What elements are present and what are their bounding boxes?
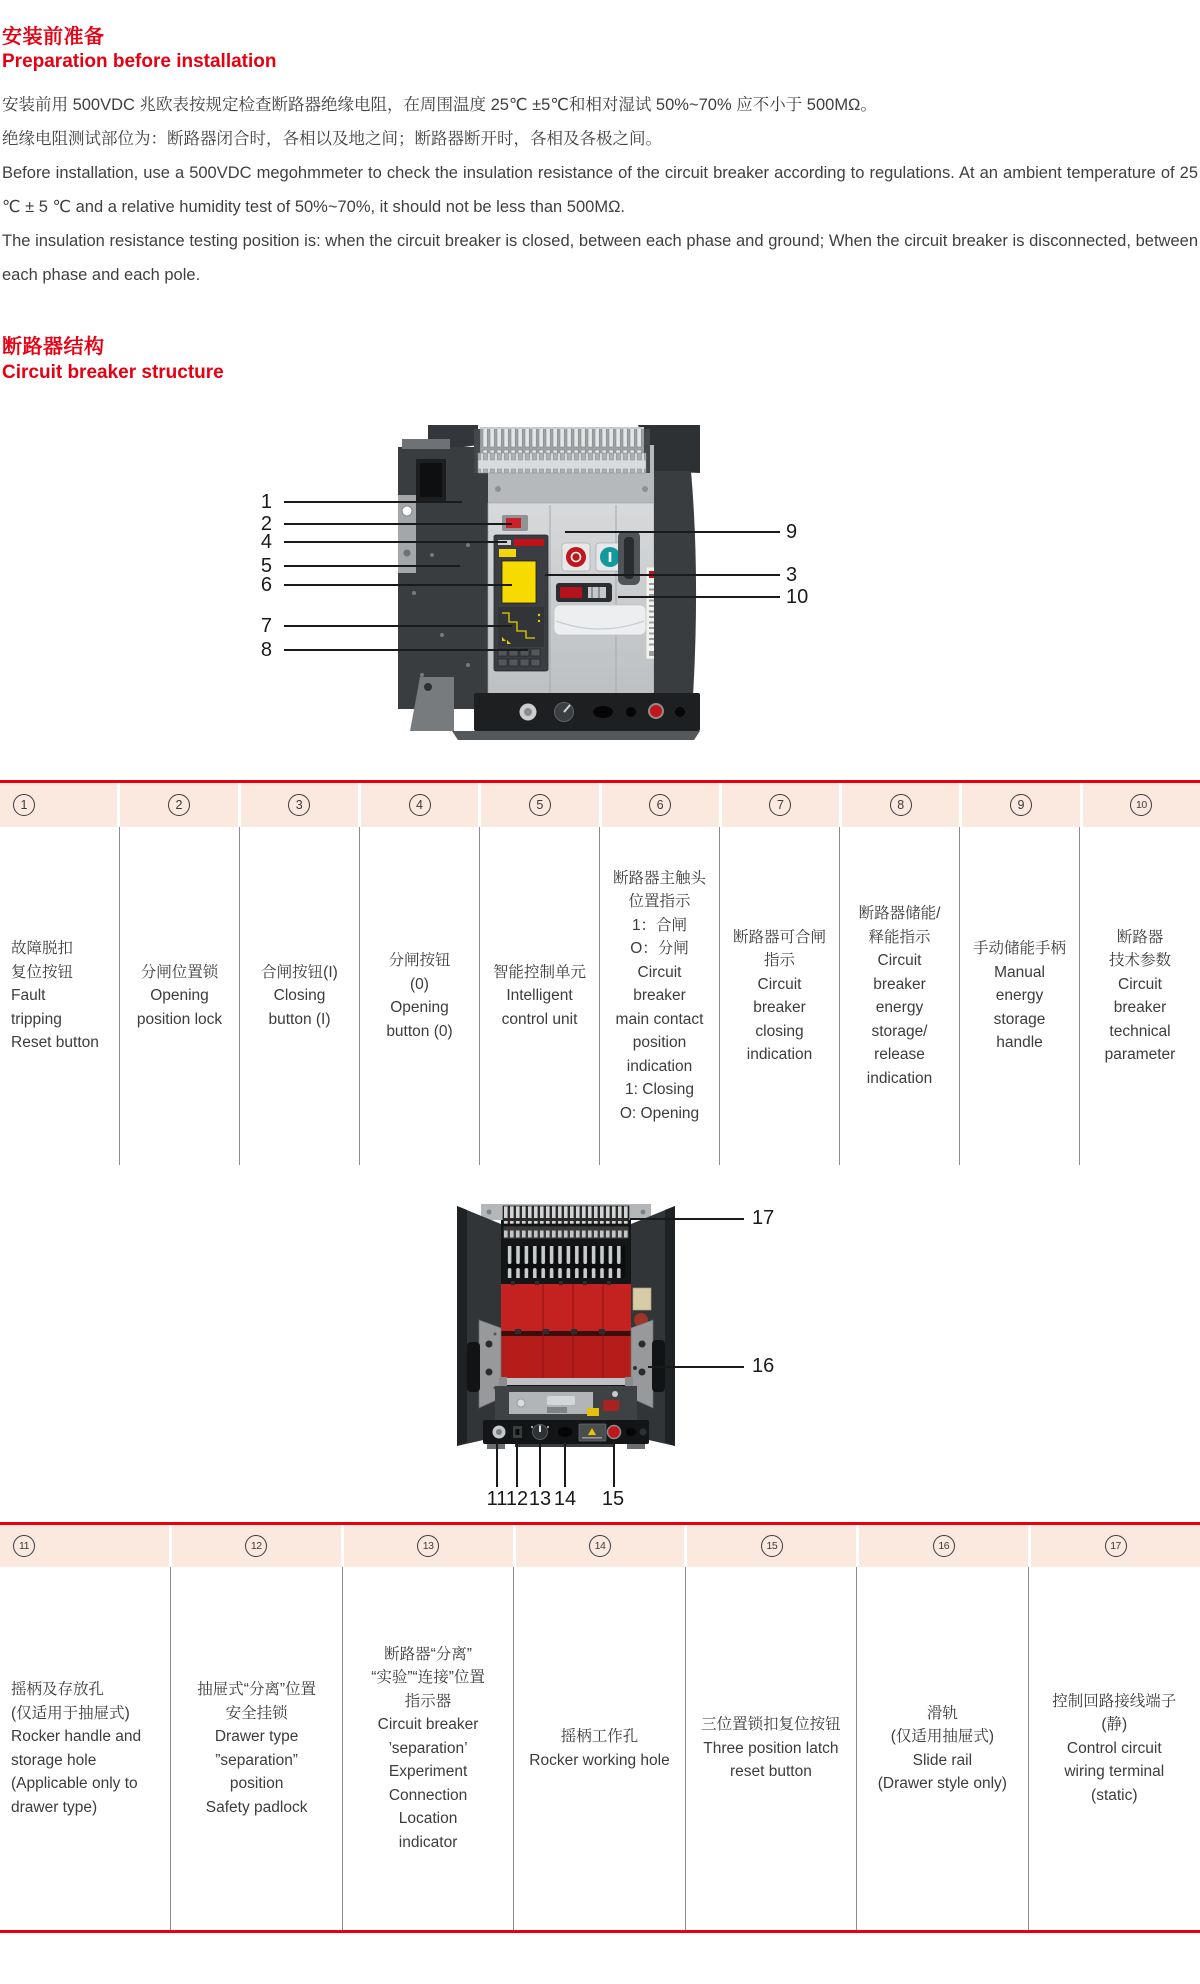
callout-line (516, 1441, 518, 1487)
table1-cell-5: 智能控制单元 Intelligent control unit (480, 827, 600, 1165)
fig1-callout-9: 9 (786, 521, 798, 543)
callout-line (284, 565, 460, 567)
fig1-callout-6: 6 (260, 574, 272, 596)
table1-header-cell-2 (120, 783, 237, 827)
fig2-callout-15: 15 (601, 1488, 625, 1510)
circuit-breaker-front-photo (398, 425, 700, 740)
callout-line (648, 1366, 744, 1368)
fig2-callout-16: 16 (752, 1355, 775, 1377)
table1-cell-7: 断路器可合闸 指示 Circuit breaker closing indication (720, 827, 840, 1165)
circled-number-4: 4 (409, 794, 431, 816)
table2-header-cell-11 (0, 1525, 169, 1567)
callout-line (496, 1441, 498, 1487)
callout-line (284, 523, 512, 525)
table2-cell-13: 断路器“分离” “实验”“连接”位置 指示器 Circuit breaker ’separation’ Experiment Connection Location indicator (343, 1567, 514, 1930)
fig1-callout-1: 1 (260, 491, 272, 513)
table2-header-cell-17 (1031, 1525, 1200, 1567)
fig2-callout-11: 11 (486, 1488, 508, 1510)
table2-bottom-rule (0, 1930, 1200, 1933)
intro-paragraphs (2, 88, 1198, 292)
table1-cell-9: 手动储能手柄 Manual energy storage handle (960, 827, 1080, 1165)
table1-header-cell-9 (962, 783, 1079, 827)
callout-line (613, 1441, 615, 1487)
table1-header-cell-3 (241, 783, 358, 827)
circled-number-3: 3 (288, 794, 310, 816)
circled-number-16: 16 (933, 1535, 955, 1557)
paragraph-en-2: The insulation resistance testing position is: when the circuit breaker is closed, between each phase and ground; When the circuit breaker is disconnected, between each phase and each pole. (2, 232, 1198, 284)
table2-header-cell-16 (859, 1525, 1028, 1567)
section2-title-zh: 断路器结构 (2, 336, 105, 358)
circled-number-14: 14 (589, 1535, 611, 1557)
fig1-callout-4: 4 (260, 531, 272, 553)
table2-cell-12: 抽屉式“分离”位置 安全挂锁 Drawer type ”separation” position Safety padlock (171, 1567, 342, 1930)
circled-number-2: 2 (168, 794, 190, 816)
paragraph-zh-1: 安装前用 500VDC 兆欧表按规定检查断路器绝缘电阻，在周围温度 25℃ ±5℃和相对湿试 50%~70% 应不小于 500MΩ。 (2, 96, 877, 114)
fig1-callout-8: 8 (260, 639, 272, 661)
fig1-callout-3: 3 (786, 564, 798, 586)
callout-line (545, 574, 780, 576)
fig2-callout-17: 17 (752, 1207, 775, 1229)
callout-line (284, 541, 507, 543)
fig2-callout-14: 14 (553, 1488, 577, 1510)
table2-cell-15: 三位置锁扣复位按钮 Three position latch reset button (686, 1567, 857, 1930)
table1-header-cell-1 (0, 783, 117, 827)
table2-header-cell-15 (687, 1525, 856, 1567)
table1-cell-2: 分闸位置锁 Opening position lock (120, 827, 240, 1165)
table2-cell-11: 摇柄及存放孔 (仅适用于抽屉式) Rocker handle and storage hole (Applicable only to drawer type) (0, 1567, 171, 1930)
section2-title-en: Circuit breaker structure (2, 362, 224, 383)
table1-header-cell-10 (1083, 783, 1200, 827)
fig2-callout-12: 12 (505, 1488, 529, 1510)
paragraph-zh-2: 绝缘电阻测试部位为：断路器闭合时，各相以及地之间；断路器断开时，各相及各极之间。 (2, 130, 662, 148)
circled-number-1: 1 (13, 794, 35, 816)
section1-title-zh: 安装前准备 (2, 26, 105, 48)
circled-number-7: 7 (769, 794, 791, 816)
circled-number-11: 11 (13, 1535, 35, 1557)
circled-number-12: 12 (245, 1535, 267, 1557)
table2-cell-17: 控制回路接线端子 (静) Control circuit wiring terminal (static) (1052, 1692, 1177, 1804)
table1-cell-4: 分闸按钮 (0) Opening button (0) (360, 827, 480, 1165)
callout-line (284, 584, 512, 586)
table2-cell-14: 摇柄工作孔 Rocker working hole (514, 1567, 685, 1930)
callout-line (565, 531, 780, 533)
fig2-callout-13: 13 (528, 1488, 552, 1510)
callout-line (284, 625, 512, 627)
table2-cell-16: 滑轨 (仅适用抽屉式) Slide rail (Drawer style only) (857, 1567, 1028, 1930)
circled-number-15: 15 (761, 1535, 783, 1557)
circled-number-5: 5 (529, 794, 551, 816)
circled-number-8: 8 (890, 794, 912, 816)
paragraph-en-1: Before installation, use a 500VDC megohmmeter to check the insulation resistance of the circuit breaker according to regulations. At an ambient temperature of 25 ℃ ± 5 ℃ and a relative humidity test of 50%~70%, it should not be less than 500MΩ. (2, 164, 1198, 216)
circled-number-17: 17 (1105, 1535, 1127, 1557)
table1-header (0, 783, 1200, 827)
fig1-callout-5: 5 (260, 555, 272, 577)
circled-number-10: 10 (1130, 794, 1152, 816)
table1-cell-8: 断路器储能/ 释能指示 Circuit breaker energy storage/ release indication (840, 827, 960, 1165)
table1-header-cell-4 (361, 783, 478, 827)
table1-cell-1: 故障脱扣 复位按钮 Fault tripping Reset button (0, 827, 120, 1165)
table1-header-cell-8 (842, 783, 959, 827)
circled-number-9: 9 (1010, 794, 1032, 816)
table1-cell-3: 合闸按钮(I) Closing button (I) (240, 827, 360, 1165)
callout-line (539, 1441, 541, 1487)
table2-header (0, 1525, 1200, 1567)
table2-header-cell-12 (172, 1525, 341, 1567)
fig1-callout-7: 7 (260, 615, 272, 637)
fig1-callout-2: 2 (260, 513, 272, 535)
callout-line (284, 649, 528, 651)
callout-line (284, 501, 462, 503)
table1-cell-6: 断路器主触头 位置指示 1：合闸 O：分闸 Circuit breaker main contact position indication 1: Closing O: Opening (600, 827, 720, 1165)
table1-cell-10: 断路器 技术参数 Circuit breaker technical parameter (1104, 928, 1176, 1063)
circled-number-13: 13 (417, 1535, 439, 1557)
fig1-callout-10: 10 (786, 586, 809, 608)
callout-line (618, 596, 780, 598)
circuit-breaker-rear-photo (455, 1202, 677, 1450)
callout-line (630, 1218, 744, 1220)
section1-title-en: Preparation before installation (2, 51, 277, 72)
table1-header-cell-5 (481, 783, 598, 827)
table2-header-cell-14 (516, 1525, 685, 1567)
table1-header-cell-6 (602, 783, 719, 827)
table1-body (0, 827, 1200, 1165)
table1-header-cell-7 (722, 783, 839, 827)
table2-header-cell-13 (344, 1525, 513, 1567)
callout-line (564, 1441, 566, 1487)
circled-number-6: 6 (649, 794, 671, 816)
table2-body (0, 1567, 1200, 1930)
